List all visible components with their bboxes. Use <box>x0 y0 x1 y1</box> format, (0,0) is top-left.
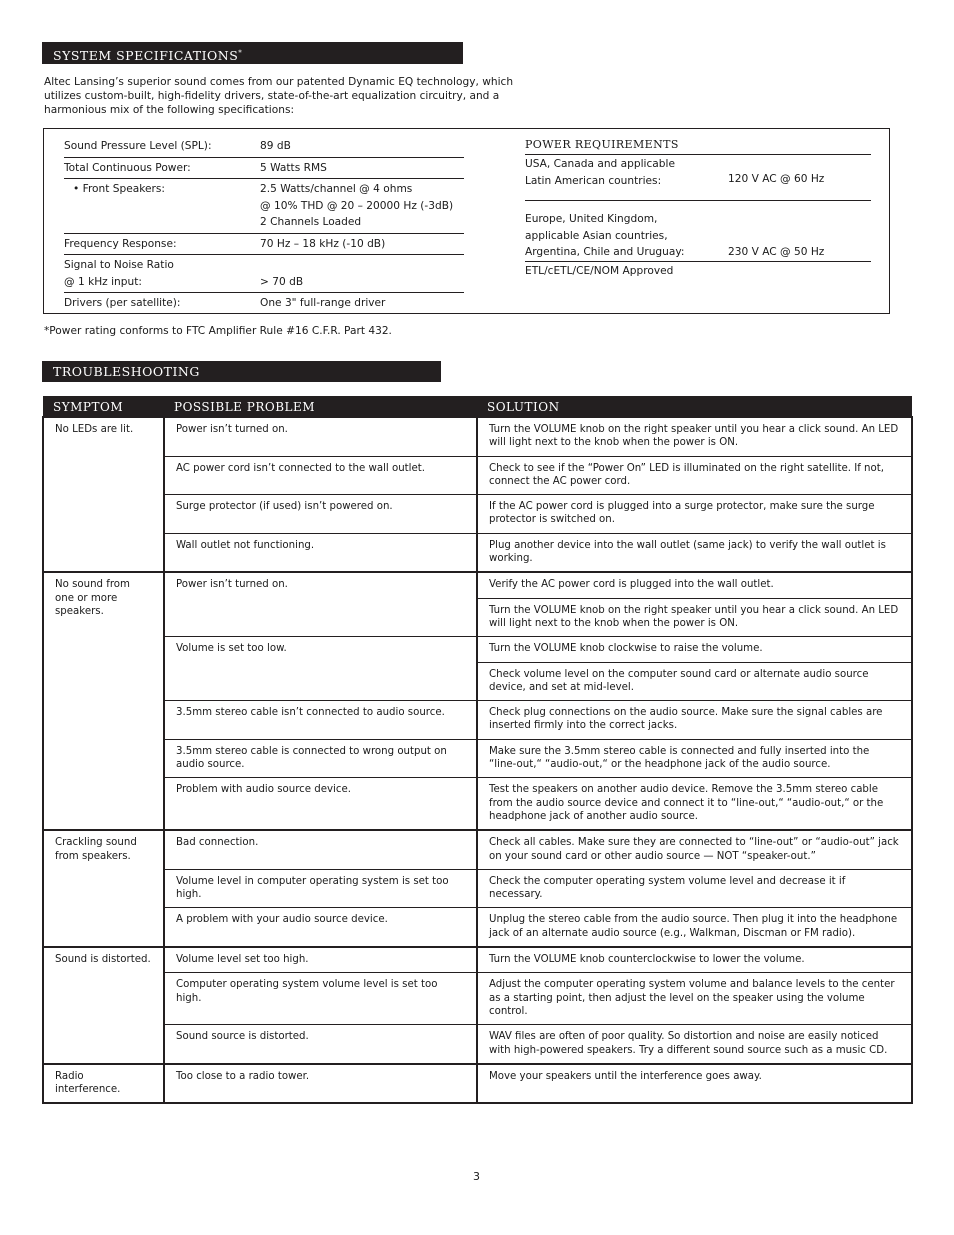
power-region-line: Europe, United Kingdom, <box>525 213 658 225</box>
spec-value: 5 Watts RMS <box>260 157 464 179</box>
power-voltage: 120 V AC @ 60 Hz <box>728 172 825 185</box>
solution-cell: Check the computer operating system volume level and decrease it if necessary. <box>477 869 912 908</box>
approval-text: ETL/cETL/CE/NOM Approved <box>525 264 674 277</box>
problem-cell: Volume level set too high. <box>164 947 477 973</box>
heading-text: SYSTEM SPECIFICATIONS <box>53 48 239 64</box>
problem-cell: Bad connection. <box>164 830 477 869</box>
table-row <box>43 947 912 973</box>
power-requirements-title: POWER REQUIREMENTS <box>525 136 871 155</box>
spec-key: Drivers (per satellite): <box>64 297 181 309</box>
table-row <box>43 973 912 1025</box>
table-row <box>43 869 912 908</box>
solution-cell: Test the speakers on another audio device. Remove the 3.5mm stereo cable from the audio source device and connect it to “line-out,“ “audio-out,“ or the headphone jack of another audio source. <box>477 778 912 830</box>
troubleshooting-heading <box>42 361 441 382</box>
problem-cell: Too close to a radio tower. <box>164 1064 477 1104</box>
specifications-table <box>64 136 464 314</box>
symptom-cell: No sound from one or more speakers. <box>43 572 164 830</box>
spec-value <box>260 179 464 234</box>
spec-key: Total Continuous Power: <box>64 157 260 179</box>
specifications-box <box>43 128 890 314</box>
solution-cell: Turn the VOLUME knob clockwise to raise the volume. <box>477 637 912 662</box>
spec-value-line: @ 10% THD @ 20 – 20000 Hz (-3dB) <box>260 199 454 212</box>
solution-cell: Turn the VOLUME knob on the right speaker until you hear a click sound. An LED will light next to the knob when the power is ON. <box>477 417 912 456</box>
symptom-cell: Sound is distorted. <box>43 947 164 1064</box>
symptom-cell: No LEDs are lit. <box>43 417 164 572</box>
table-row <box>43 908 912 947</box>
power-row-americas <box>525 155 871 201</box>
problem-cell: 3.5mm stereo cable isn’t connected to audio source. <box>164 701 477 740</box>
spec-value: > 70 dB <box>260 255 464 293</box>
spec-row <box>64 255 464 293</box>
problem-cell: Wall outlet not functioning. <box>164 533 477 572</box>
spec-key <box>64 255 260 293</box>
solution-cell: Check volume level on the computer sound card or alternate audio source device, and set at mid-level. <box>477 662 912 701</box>
spec-key: Frequency Response: <box>64 233 260 255</box>
spec-row <box>64 136 464 157</box>
power-voltage: 230 V AC @ 50 Hz <box>728 246 825 258</box>
power-region-line: Latin American countries: <box>525 174 662 187</box>
spec-value: One 3" full-range driver <box>260 297 386 309</box>
power-footnote: *Power rating conforms to FTC Amplifier Rule #16 C.F.R. Part 432. <box>44 325 392 337</box>
spec-value-line: 2 Channels Loaded <box>260 216 362 228</box>
problem-cell: Power isn’t turned on. <box>164 417 477 456</box>
solution-cell: Adjust the computer operating system volume and balance levels to the center as a starting point, then adjust the level on the speaker using the volume control. <box>477 973 912 1025</box>
solution-cell: Move your speakers until the interference goes away. <box>477 1064 912 1104</box>
troubleshooting-table <box>42 396 913 1104</box>
problem-cell: Volume is set too low. <box>164 637 477 701</box>
solution-cell: Make sure the 3.5mm stereo cable is connected and fully inserted into the “line-out,“ “audio-out,“ or the headphone jack of the audio source. <box>477 739 912 778</box>
table-row <box>43 572 912 598</box>
table-row <box>43 456 912 495</box>
spec-row <box>64 293 464 314</box>
spec-key: Sound Pressure Level (SPL): <box>64 136 260 157</box>
spec-value: 70 Hz – 18 kHz (-10 dB) <box>260 233 464 255</box>
page-number: 3 <box>473 1170 480 1183</box>
table-row <box>43 637 912 662</box>
solution-cell: Unplug the stereo cable from the audio source. Then plug it into the headphone jack of an alternate audio source (e.g., Walkman, Discman or FM radio). <box>477 908 912 947</box>
table-row <box>43 1064 912 1104</box>
system-specifications-heading <box>42 42 463 64</box>
solution-cell: If the AC power cord is plugged into a surge protector, make sure the surge protector is switched on. <box>477 495 912 534</box>
problem-cell: Computer operating system volume level is set too high. <box>164 973 477 1025</box>
header-solution: SOLUTION <box>477 396 912 417</box>
spec-key <box>64 179 260 234</box>
power-requirements <box>525 136 871 279</box>
spec-value-line: 2.5 Watts/channel @ 4 ohms <box>260 183 413 195</box>
table-row <box>43 830 912 869</box>
table-row <box>43 495 912 534</box>
table-row <box>43 739 912 778</box>
intro-paragraph: Altec Lansing’s superior sound comes from our patented Dynamic EQ technology, which utilizes custom-built, high-fidelity drivers, state-of-the-art equalization circuitry, and a harmonious mix of the following specifications: <box>44 76 514 116</box>
solution-cell: Verify the AC power cord is plugged into the wall outlet. <box>477 572 912 598</box>
heading-text: TROUBLESHOOTING <box>53 364 200 379</box>
power-region-line: USA, Canada and applicable <box>525 158 675 170</box>
solution-cell: Check to see if the “Power On” LED is illuminated on the right satellite. If not, connect the AC power cord. <box>477 456 912 495</box>
problem-cell: AC power cord isn’t connected to the wall outlet. <box>164 456 477 495</box>
power-row-international <box>525 201 871 262</box>
problem-cell: 3.5mm stereo cable is connected to wrong output on audio source. <box>164 739 477 778</box>
spec-row <box>64 157 464 179</box>
table-row <box>43 778 912 830</box>
heading-mark: * <box>238 49 243 57</box>
spec-key-line: Signal to Noise Ratio <box>64 259 174 271</box>
solution-cell: Turn the VOLUME knob on the right speaker until you hear a click sound. An LED will light next to the knob when the power is ON. <box>477 598 912 637</box>
table-row <box>43 1025 912 1064</box>
spec-key-text: • Front Speakers: <box>73 183 165 195</box>
header-symptom: SYMPTOM <box>43 396 164 417</box>
header-possible-problem: POSSIBLE PROBLEM <box>164 396 477 417</box>
power-region-line: applicable Asian countries, <box>525 229 668 242</box>
solution-cell: Check all cables. Make sure they are connected to “line-out” or “audio-out” jack on your sound card or other audio source — NOT “speaker-out.” <box>477 830 912 869</box>
table-header-row <box>43 396 912 417</box>
solution-cell: Check plug connections on the audio source. Make sure the signal cables are inserted firmly into the correct jacks. <box>477 701 912 740</box>
solution-cell: Turn the VOLUME knob counterclockwise to lower the volume. <box>477 947 912 973</box>
spec-row <box>64 179 464 234</box>
symptom-cell: Crackling sound from speakers. <box>43 830 164 947</box>
table-row <box>43 533 912 572</box>
spec-value: 89 dB <box>260 136 464 157</box>
symptom-cell: Radio interference. <box>43 1064 164 1104</box>
solution-cell: WAV files are often of poor quality. So distortion and noise are easily noticed with high-powered speakers. Try a different sound source such as a music CD. <box>477 1025 912 1064</box>
problem-cell: Volume level in computer operating system is set too high. <box>164 869 477 908</box>
table-row <box>43 701 912 740</box>
power-region-line: Argentina, Chile and Uruguay: <box>525 246 685 258</box>
problem-cell: A problem with your audio source device. <box>164 908 477 947</box>
problem-cell: Surge protector (if used) isn’t powered on. <box>164 495 477 534</box>
solution-cell: Plug another device into the wall outlet (same jack) to verify the wall outlet is working. <box>477 533 912 572</box>
spec-row <box>64 233 464 255</box>
spec-key-line: @ 1 kHz input: <box>64 275 142 288</box>
problem-cell: Sound source is distorted. <box>164 1025 477 1064</box>
table-row <box>43 417 912 456</box>
problem-cell: Problem with audio source device. <box>164 778 477 830</box>
problem-cell: Power isn’t turned on. <box>164 572 477 636</box>
